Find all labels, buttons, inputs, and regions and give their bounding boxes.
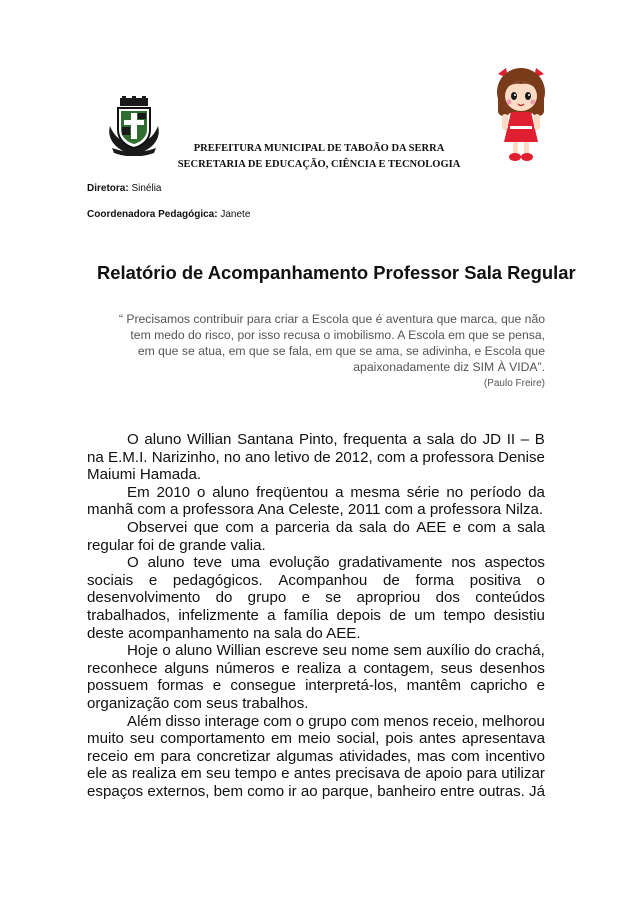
director-value: Sinélia bbox=[131, 183, 162, 194]
body-line: na E.M.I. Narizinho, no ano letivo de 2012, com a professora Denise bbox=[87, 448, 545, 466]
body-line: manhã com a professora Ana Celeste, 2011 com a professora Nilza. bbox=[87, 501, 544, 519]
body-line: muito seu comportamento em meio social, pois antes apresentava bbox=[87, 730, 545, 748]
body-line: espaços externos, bem como ir ao parque, banheiro entre outras. Já bbox=[87, 782, 545, 800]
header-municipality: PREFEITURA MUNICIPAL DE TABOÃO DA SERRA bbox=[193, 143, 445, 154]
body-line: Maiumi Hamada. bbox=[87, 466, 202, 484]
report-body bbox=[87, 431, 545, 800]
body-line: trabalhados, infelizmente a família depois de um tempo desistiu bbox=[87, 606, 545, 624]
body-line: Em 2010 o aluno freqüentou a mesma série no período da bbox=[127, 483, 545, 501]
quote-line: tem medo do risco, por isso recusa o imobilismo. A Escola em que se pensa, bbox=[130, 328, 545, 342]
body-line: reconhece alguns números e realiza a contagem, seus desenhos bbox=[87, 659, 545, 677]
quote-line: “ Precisamos contribuir para criar a Escola que é aventura que marca, que não bbox=[118, 312, 545, 326]
body-line: Observei que com a parceria da sala do AEE e com a sala bbox=[127, 518, 545, 536]
coordinator-line bbox=[87, 209, 250, 220]
document-header bbox=[0, 141, 638, 173]
body-line: desenvolvimento do grupo e se apropriou dos conteúdos bbox=[87, 589, 545, 607]
epigraph-quote bbox=[88, 311, 545, 392]
body-line: Além disso interage com o grupo com menos receio, melhorou bbox=[127, 712, 545, 730]
quote-author: (Paulo Freire) bbox=[483, 378, 545, 389]
body-line: O aluno teve uma evolução gradativamente nos aspectos bbox=[127, 554, 545, 572]
body-line: regular foi de grande valia. bbox=[87, 536, 266, 554]
body-line: O aluno Willian Santana Pinto, frequenta a sala do JD II – B bbox=[127, 431, 545, 448]
body-line: sociais e pedagógicos. Acompanhou de forma positiva o bbox=[87, 571, 545, 589]
body-line: deste acompanhamento na sala do AEE. bbox=[87, 624, 361, 642]
body-line: possuem formas e consegue interpretá-los, mantêm capricho e bbox=[87, 677, 545, 695]
header-secretariat: SECRETARIA DE EDUCAÇÃO, CIÊNCIA E TECNOLOGIA bbox=[177, 159, 461, 170]
director-label: Diretora: bbox=[87, 183, 129, 194]
director-line bbox=[87, 183, 162, 194]
body-line: Hoje o aluno Willian escreve seu nome sem auxílio do crachá, bbox=[127, 642, 545, 660]
coordinator-label: Coordenadora Pedagógica: bbox=[87, 209, 218, 220]
coordinator-value: Janete bbox=[220, 209, 251, 220]
body-line: ele as realiza em seu tempo e antes precisava de apoio para utilizar bbox=[87, 765, 545, 783]
quote-line: em que se atua, em que se fala, em que se ama, se adivinha, e Escola que bbox=[137, 344, 545, 358]
body-line: organização com seus trabalhos. bbox=[87, 694, 309, 712]
quote-line: apaixonadamente diz SIM À VIDA”. bbox=[353, 360, 545, 374]
body-line: receio em para concretizar algumas atividades, mas com incentivo bbox=[87, 747, 545, 765]
report-title: Relatório de Acompanhamento Professor Sala Regular bbox=[97, 262, 576, 283]
